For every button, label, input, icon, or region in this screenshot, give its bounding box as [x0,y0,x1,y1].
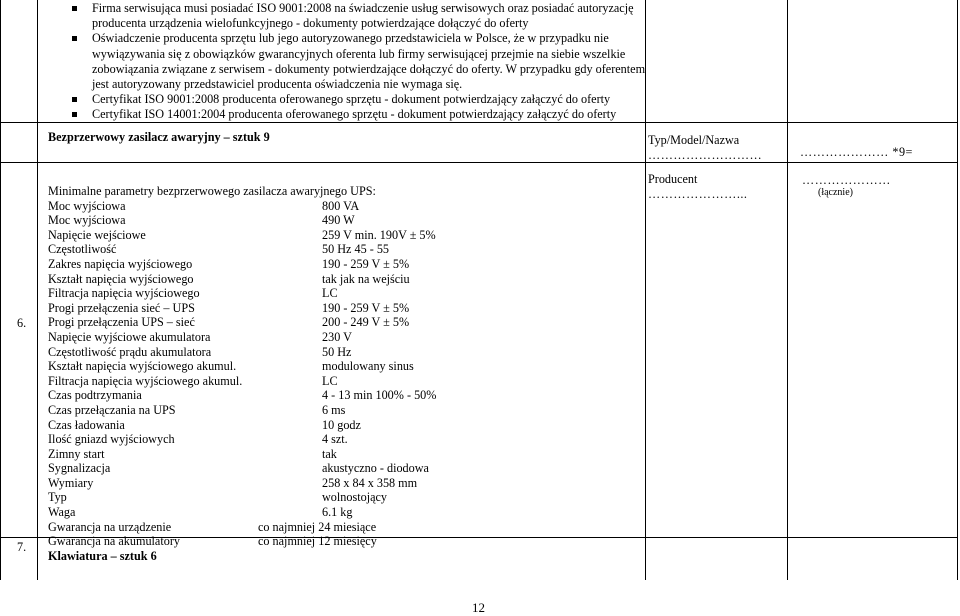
parameter-name: Sygnalizacja [48,461,111,476]
parameter-name: Moc wyjściowa [48,198,126,213]
parameter-row [48,534,376,549]
parameter-row [48,286,376,301]
parameter-row [48,490,387,505]
bullet-icon [72,36,77,41]
parameter-name: Progi przełączenia sieć – UPS [48,300,195,315]
table-divider-number [37,0,38,580]
requirement-text: Firma serwisująca musi posiadać ISO 9001:2008 na świadczenie usług serwisowych oraz posiadać autoryzację producenta urządzenia wielofunkcyjnego - dokumenty potwierdzające dołączyć do oferty [92,1,634,31]
table-border-right [957,0,958,580]
parameter-row [48,432,376,447]
parameter-name: Częstotliwość prądu akumulatora [48,344,212,359]
parameter-row [48,256,410,272]
requirement-text: Certyfikat ISO 9001:2008 producenta oferowanego sprzętu - dokument potwierdzający załączyć do oferty [92,92,611,107]
parameter-name: Kształt napięcia wyjściowego akumul. [48,359,237,374]
parameter-row [48,315,410,330]
parameter-value: 4 szt. [322,432,348,447]
producer-label: Producent [648,172,698,186]
parameter-value: 4 - 13 min 100% - 50% [322,388,437,403]
parameter-value: 10 godz [322,417,361,432]
parameter-row [48,242,390,257]
parameter-name: Zakres napięcia wyjściowego [48,256,193,271]
parameter-row [48,227,436,243]
parameter-value: 258 x 84 x 358 mm [322,475,418,490]
parameter-name: Wymiary [48,475,94,490]
parameter-name: Ilość gniazd wyjściowych [48,432,175,447]
parameter-row [48,475,418,491]
parameter-name: Waga [48,505,76,520]
parameter-name: Moc wyjściowa [48,213,126,228]
parameter-name: Częstotliwość [48,242,117,257]
bullet-icon [72,97,77,102]
parameter-row [48,447,376,462]
parameter-value: co najmniej 24 miesiące [258,519,377,534]
item-title: Klawiatura – sztuk 6 [48,549,157,563]
page-number: 12 [472,600,485,615]
parameter-row [48,520,376,535]
parameter-value: 6 ms [322,402,346,417]
parameter-name: Czas ładowania [48,417,125,432]
parameter-row [48,271,410,287]
parameter-value: LC [322,373,338,388]
parameter-name: Progi przełączenia UPS – sieć [48,315,195,330]
parameter-value: 190 - 259 V ± 5% [322,300,410,315]
table-border-left [0,0,1,580]
parameter-value: wolnostojący [322,490,387,505]
parameter-name: Zimny start [48,446,105,461]
parameter-row [48,330,376,345]
list-item [66,1,646,31]
parameter-value: 6.1 kg [322,505,353,520]
ups-parameters [48,184,437,549]
parameter-value: 259 V min. 190V ± 5% [322,227,436,242]
parameter-row [48,418,376,433]
item-number: 7. [17,540,27,554]
item-title: Bezprzerwowy zasilacz awaryjny – sztuk 9 [48,130,270,144]
list-item [66,107,646,122]
list-item [66,92,646,107]
parameter-row [48,300,410,316]
parameter-row [48,359,414,374]
requirements-list [66,1,646,123]
parameter-value: 200 - 249 V ± 5% [322,315,410,330]
item-number: 6. [17,316,27,330]
parameter-row [48,213,376,228]
parameters-heading: Minimalne parametry bezprzerwowego zasilacza awaryjnego UPS: [48,184,376,198]
parameter-value: LC [322,286,338,301]
type-label: Typ/Model/Nazwa [648,133,740,147]
parameter-name: Filtracja napięcia wyjściowego akumul. [48,373,243,388]
parameter-name: Gwarancja na akumulatory [48,534,180,549]
parameter-value: 50 Hz [322,344,352,359]
producer-input-dots[interactable]: …………………... [648,187,748,201]
parameter-value: 490 W [322,213,355,228]
parameter-name: Napięcie wyjściowe akumulatora [48,329,211,344]
requirement-text: Oświadczenie producenta sprzętu lub jego autoryzowanego przedstawiciela w Polsce, że w przypadku nie wywiązywania się z obowiązków gwarancyjnych oferenta lub firmy serwisującej przejmie na siebie wszelkie zobowiązania związane z serwisem - dokumenty potwierdzające dołączyć do oferty. W przypadku gdy oferentem jest autoryzowany przedstawiciel producenta oświadczenia nie wymaga się. [92,31,646,92]
bullet-icon [72,112,77,117]
table-row-separator [0,162,958,163]
parameter-value: tak [322,446,337,461]
parameter-value: 50 Hz 45 - 55 [322,242,390,257]
requirement-text: Certyfikat ISO 14001:2004 producenta oferowanego sprzętu - dokument potwierdzający załączyć do oferty [92,107,617,122]
parameter-value: akustyczno - diodowa [322,461,429,476]
parameter-value: co najmniej 12 miesięcy [258,534,377,549]
parameter-name: Typ [48,490,67,505]
parameter-name: Filtracja napięcia wyjściowego [48,286,200,301]
parameter-name: Czas podtrzymania [48,388,142,403]
parameter-row [48,461,429,476]
total-input-dots[interactable]: ………………… [802,173,891,187]
parameter-value: 230 V [322,329,352,344]
parameter-row [48,345,376,360]
parameter-row [48,199,376,214]
parameter-row [48,403,376,418]
parameter-row [48,388,437,403]
parameter-value: tak jak na wejściu [322,271,410,286]
parameter-name: Gwarancja na urządzenie [48,519,172,534]
type-input-dots[interactable]: ……………………… [648,148,763,162]
parameter-value: 190 - 259 V ± 5% [322,256,410,271]
price-formula[interactable]: ………………… *9= [800,145,913,159]
list-item [66,31,646,92]
parameter-row [48,374,376,389]
parameter-name: Napięcie wejściowe [48,227,146,242]
bullet-icon [72,6,77,11]
parameter-row [48,505,376,520]
parameter-name: Kształt napięcia wyjściowego [48,271,194,286]
parameter-value: 800 VA [322,198,360,213]
parameter-value: modulowany sinus [322,359,414,374]
table-divider-price [787,0,788,580]
total-label: (łącznie) [818,187,853,198]
parameter-name: Czas przełączania na UPS [48,402,176,417]
